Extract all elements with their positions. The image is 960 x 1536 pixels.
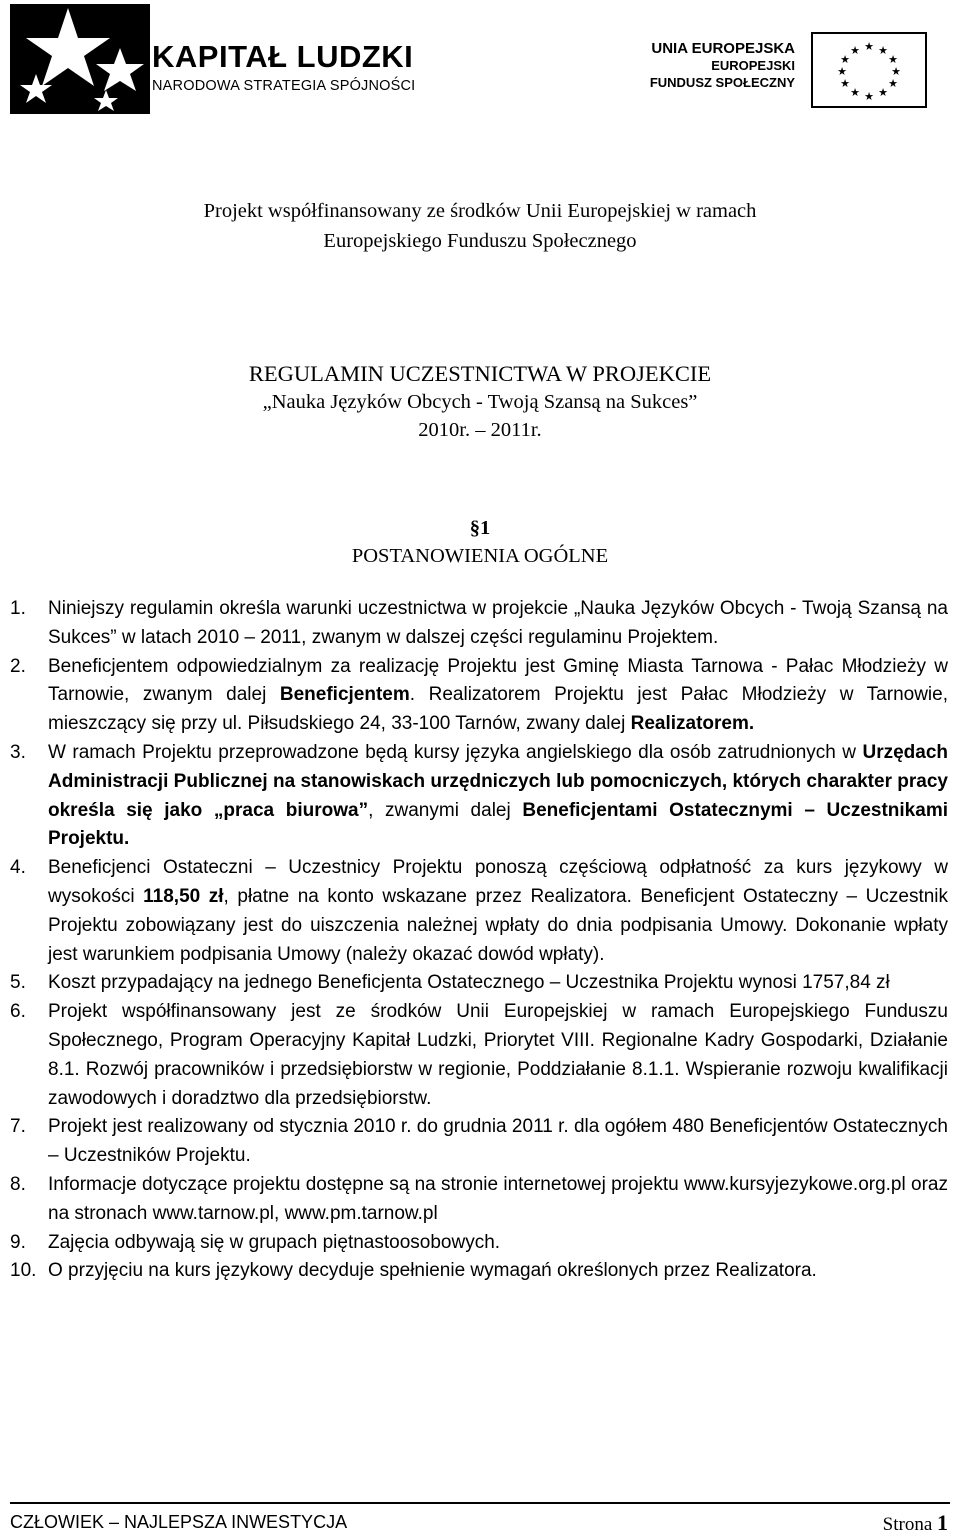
kapital-ludzki-title: KAPITAŁ LUDZKI xyxy=(152,39,414,74)
item-bold-text: Realizatorem. xyxy=(630,713,755,735)
eu-label-line3: FUNDUSZ SPOŁECZNY xyxy=(649,75,795,90)
eu-flag-stars-icon xyxy=(811,32,927,108)
item-number: 6. xyxy=(10,1001,26,1023)
svg-text:★: ★ xyxy=(888,77,898,90)
section-heading xyxy=(0,514,960,570)
page-header xyxy=(0,0,960,120)
item-text: Projekt jest realizowany od stycznia 2010 r. do grudnia 2011 r. dla ogółem 480 Beneficjentów Ostatecznych – Uczestników Projektu. xyxy=(48,1116,948,1167)
item-number: 5. xyxy=(10,972,26,994)
section-symbol: § xyxy=(469,517,480,539)
svg-text:★: ★ xyxy=(878,86,888,99)
item-text: Informacje dotyczące projektu dostępne są na stronie internetowej projektu www.kursyjezykowe.org.pl oraz na stronach www.tarnow.pl, www.pm.tarnow.pl xyxy=(48,1173,948,1224)
cofinancing-line1: Projekt współfinansowany ze środków Unii Europejskiej w ramach xyxy=(203,200,757,222)
item-number: 7. xyxy=(10,1116,26,1138)
kapital-ludzki-star-logo-icon xyxy=(10,4,150,114)
footer-divider xyxy=(10,1502,950,1504)
item-text: Beneficjenci Ostateczni – Uczestnicy Projektu ponoszą częściową odpłatność za kurs językowy w wysokości xyxy=(48,857,948,907)
list-item xyxy=(10,653,948,739)
item-number: 4. xyxy=(10,857,26,879)
item-text: , płatne na konto wskazane przez Realizatora. Beneficjent Ostateczny – Uczestnik Projektu zobowiązany jest do uiszczenia należnej wpłaty do dnia podpisania Umowy. Dokonanie wpłaty jest warunkiem podpisania Umowy (należy okazać dowód wpłaty). xyxy=(48,885,949,965)
item-number: 9. xyxy=(10,1231,26,1253)
section-number-value: 1 xyxy=(480,517,491,539)
item-text: Koszt przypadający na jednego Beneficjenta Ostatecznego – Uczestnika Projektu wynosi 1757,84 zł xyxy=(48,972,890,994)
svg-text:★: ★ xyxy=(888,53,898,66)
item-text: , zwanymi dalej xyxy=(368,799,523,821)
item-number: 2. xyxy=(10,655,26,677)
item-bold-text: Beneficjentami Ostatecznymi – Uczestnikami Projektu. xyxy=(48,799,948,850)
list-item xyxy=(10,739,948,854)
regulation-list xyxy=(10,595,948,1286)
svg-text:★: ★ xyxy=(850,44,860,57)
eu-label xyxy=(650,40,795,91)
list-item xyxy=(10,998,948,1113)
document-title xyxy=(0,360,960,444)
cofinancing-line2: Europejskiego Funduszu Społecznego xyxy=(323,230,637,252)
item-bold-text: Urzędach Administracji Publicznej na stanowiskach urzędniczych lub pomocniczych, których charakter pracy określa się jako „praca biurowa” xyxy=(48,741,948,821)
svg-text:★: ★ xyxy=(850,86,860,99)
item-text: W ramach Projektu przeprowadzone będą kursy języka angielskiego dla osób zatrudnionych w xyxy=(48,741,863,763)
title-line3: 2010r. – 2011r. xyxy=(418,419,542,441)
svg-text:★: ★ xyxy=(840,53,850,66)
list-item xyxy=(10,969,948,998)
item-text: O przyjęciu na kurs językowy decyduje spełnienie wymagań określonych przez Realizatora. xyxy=(48,1260,817,1282)
list-item xyxy=(10,1171,948,1229)
list-item xyxy=(10,595,948,653)
svg-text:★: ★ xyxy=(878,44,888,57)
item-text: Projekt współfinansowany jest ze środków Unii Europejskiej w ramach Europejskiego Funduszu Społecznego, Program Operacyjny Kapitał Ludzki, Priorytet VIII. Regionalne Kadry Gospodarki, Działanie 8.1. Rozwój pracowników i przedsiębiorstw w regionie, Poddziałanie 8.1.1. Wspieranie rozwoju kwalifikacji zawodowych i doradztwo dla przedsiębiorstw. xyxy=(48,1001,948,1109)
list-item xyxy=(10,1229,948,1258)
list-item xyxy=(10,1113,948,1171)
eu-label-line2: EUROPEJSKI xyxy=(711,58,795,73)
item-number: 8. xyxy=(10,1173,26,1195)
svg-text:★: ★ xyxy=(891,65,901,78)
item-number: 10. xyxy=(10,1260,37,1282)
item-text: Niniejszy regulamin określa warunki uczestnictwa w projekcie „Nauka Języków Obcych - Twoją Szansą na Sukces” w latach 2010 – 2011, zwanym w dalszej części regulaminu Projektem. xyxy=(48,598,948,648)
item-bold-text: Beneficjentem xyxy=(279,684,410,706)
item-text: Zajęcia odbywają się w grupach piętnastoosobowych. xyxy=(48,1231,501,1253)
item-number: 1. xyxy=(10,598,26,619)
title-line2: „Nauka Języków Obcych - Twoją Szansą na Sukces” xyxy=(262,391,698,413)
item-text: Beneficjentem odpowiedzialnym za realizację Projektu jest Gminę Miasta Tarnowa - Pałac Młodzieży w Tarnowie, zwanym dalej xyxy=(48,655,948,706)
item-number: 3. xyxy=(10,741,26,763)
page-label: Strona xyxy=(882,1514,933,1535)
list-item xyxy=(10,854,948,969)
svg-text:★: ★ xyxy=(864,90,874,103)
svg-text:★: ★ xyxy=(864,40,874,53)
kapital-ludzki-subtitle: NARODOWA STRATEGIA SPÓJNOŚCI xyxy=(152,78,416,94)
item-text: . Realizatorem Projektu jest Pałac Młodzieży w Tarnowie, mieszczący się przy ul. Piłsudskiego 24, 33-100 Tarnów, zwany dalej xyxy=(48,684,948,735)
item-bold-text: 118,50 zł xyxy=(143,885,224,907)
list-item xyxy=(10,1257,948,1286)
page-number-value: 1 xyxy=(937,1510,948,1535)
cofinancing-note xyxy=(0,196,960,256)
title-line1: REGULAMIN UCZESTNICTWA W PROJEKCIE xyxy=(248,361,712,386)
page-number xyxy=(883,1510,948,1536)
svg-text:★: ★ xyxy=(840,77,850,90)
eu-label-line1: UNIA EUROPEJSKA xyxy=(651,40,795,57)
section-number xyxy=(0,514,960,542)
footer-slogan: CZŁOWIEK – NAJLEPSZA INWESTYCJA xyxy=(10,1512,348,1532)
svg-text:★: ★ xyxy=(837,65,847,78)
section-title: POSTANOWIENIA OGÓLNE xyxy=(351,545,609,567)
